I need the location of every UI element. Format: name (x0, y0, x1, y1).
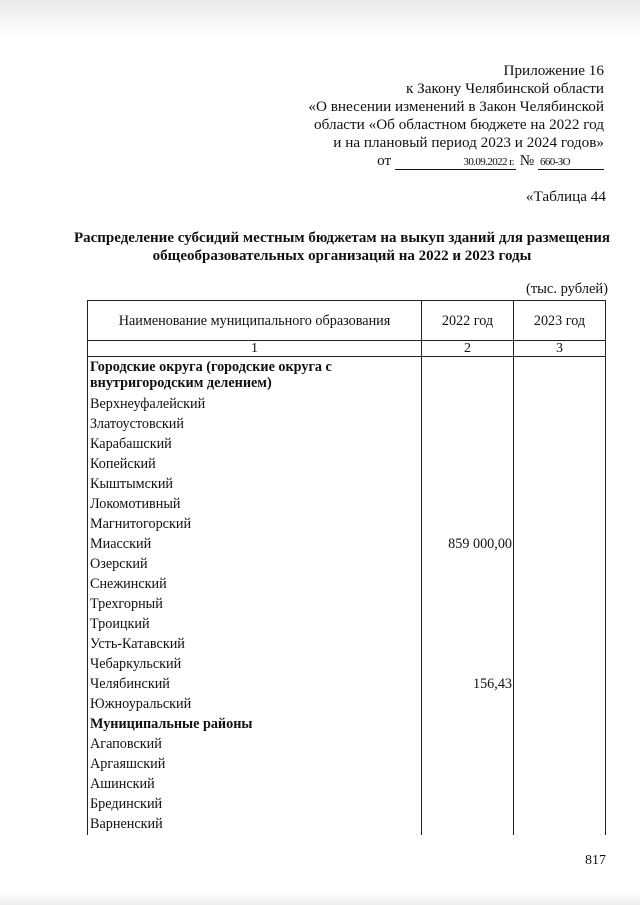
value-2022 (422, 755, 514, 775)
table-row (88, 755, 606, 775)
value-2022 (422, 495, 514, 515)
table-group-row (88, 357, 606, 396)
table-row (88, 675, 606, 695)
value-2022 (422, 615, 514, 635)
value-2023 (514, 515, 606, 535)
table-row (88, 655, 606, 675)
value-2022 (422, 635, 514, 655)
document-title (62, 229, 622, 265)
value-2023 (514, 675, 606, 695)
value-2022 (422, 415, 514, 435)
table-row (88, 515, 606, 535)
value-2023 (514, 415, 606, 435)
value-2022: 156,43 (422, 675, 514, 695)
value-2023 (514, 555, 606, 575)
title-line-1: Распределение субсидий местным бюджетам на выкуп зданий для размещения (73, 230, 611, 246)
column-number-3: 3 (514, 341, 606, 357)
table-row (88, 815, 606, 835)
column-header-name: Наименование муниципального образования (88, 301, 422, 341)
column-header-2023: 2023 год (514, 301, 606, 341)
column-header-2022: 2022 год (422, 301, 514, 341)
municipality-name: Агаповский (88, 735, 422, 755)
table-row (88, 395, 606, 415)
value-2022 (422, 795, 514, 815)
scan-shadow-top (0, 0, 640, 38)
value-2022: 859 000,00 (422, 535, 514, 555)
table-row (88, 415, 606, 435)
table-row (88, 535, 606, 555)
table-row (88, 435, 606, 455)
table-row (88, 595, 606, 615)
municipality-name: Варненский (88, 815, 422, 835)
municipality-name: Аргаяшский (88, 755, 422, 775)
value-2022 (422, 515, 514, 535)
municipality-name: Усть-Катавский (88, 635, 422, 655)
value-2022 (422, 435, 514, 455)
municipality-name: Кыштымский (88, 475, 422, 495)
municipality-name: Чебаркульский (88, 655, 422, 675)
table-row (88, 695, 606, 715)
value-2023 (514, 715, 606, 735)
value-2022 (422, 695, 514, 715)
municipality-name: Златоустовский (88, 415, 422, 435)
value-2022 (422, 455, 514, 475)
municipality-name: Городские округа (городские округа с внутригородским делением) (88, 357, 422, 396)
appendix-line-3: «О внесении изменений в Закон Челябинской (308, 98, 604, 115)
value-2022 (422, 595, 514, 615)
column-numbers-row (88, 341, 606, 357)
municipality-name: Южноуральский (88, 695, 422, 715)
value-2022 (422, 775, 514, 795)
table-row (88, 555, 606, 575)
municipality-name: Ашинский (88, 775, 422, 795)
municipality-name: Локомотивный (88, 495, 422, 515)
from-label: от (377, 152, 392, 169)
value-2023 (514, 795, 606, 815)
table-group-row (88, 715, 606, 735)
table-row (88, 575, 606, 595)
value-2022 (422, 575, 514, 595)
column-number-1: 1 (88, 341, 422, 357)
appendix-line-5: и на плановый период 2023 и 2024 годов» (333, 134, 604, 151)
table-row (88, 495, 606, 515)
value-2022 (422, 815, 514, 835)
municipality-name: Челябинский (88, 675, 422, 695)
municipality-name: Копейский (88, 455, 422, 475)
appendix-line-1: Приложение 16 (503, 62, 604, 79)
value-2023 (514, 495, 606, 515)
value-2023 (514, 655, 606, 675)
value-2023 (514, 775, 606, 795)
value-2023 (514, 455, 606, 475)
units-label: (тыс. рублей) (526, 281, 608, 297)
municipality-name: Миасский (88, 535, 422, 555)
value-2022 (422, 735, 514, 755)
title-line-2: общеобразовательных организаций на 2022 и 2023 годы (152, 248, 532, 264)
law-number: 660-ЗО (538, 155, 604, 170)
value-2022 (422, 655, 514, 675)
scan-shadow-bottom (0, 891, 640, 905)
value-2023 (514, 735, 606, 755)
municipality-name: Брединский (88, 795, 422, 815)
subsidy-table (87, 300, 606, 835)
value-2023 (514, 615, 606, 635)
table-row (88, 795, 606, 815)
municipality-name: Верхнеуфалейский (88, 395, 422, 415)
value-2022 (422, 555, 514, 575)
value-2022 (422, 475, 514, 495)
appendix-line-4: области «Об областном бюджете на 2022 год (314, 116, 604, 133)
municipality-name: Муниципальные районы (88, 715, 422, 735)
table-row (88, 735, 606, 755)
number-label: № (519, 152, 535, 169)
value-2023 (514, 435, 606, 455)
municipality-name: Трехгорный (88, 595, 422, 615)
table-body (88, 357, 606, 836)
appendix-line-2: к Закону Челябинской области (405, 80, 604, 97)
value-2023 (514, 395, 606, 415)
value-2022 (422, 395, 514, 415)
table-row (88, 775, 606, 795)
value-2022 (422, 715, 514, 735)
table-row (88, 635, 606, 655)
table-row (88, 475, 606, 495)
page-number: 817 (585, 853, 606, 868)
value-2023 (514, 635, 606, 655)
value-2022 (422, 357, 514, 396)
value-2023 (514, 755, 606, 775)
law-date: 30.09.2022 г. (395, 155, 516, 170)
table-row (88, 455, 606, 475)
value-2023 (514, 475, 606, 495)
municipality-name: Карабашский (88, 435, 422, 455)
municipality-name: Троицкий (88, 615, 422, 635)
municipality-name: Снежинский (88, 575, 422, 595)
table-label: «Таблица 44 (525, 188, 606, 205)
column-number-2: 2 (422, 341, 514, 357)
value-2023 (514, 595, 606, 615)
municipality-name: Магнитогорский (88, 515, 422, 535)
appendix-header (308, 62, 604, 170)
value-2023 (514, 815, 606, 835)
value-2023 (514, 575, 606, 595)
value-2023 (514, 535, 606, 555)
table-row (88, 615, 606, 635)
municipality-name: Озерский (88, 555, 422, 575)
table-header-row (88, 301, 606, 341)
law-date-number (308, 152, 604, 170)
value-2023 (514, 357, 606, 396)
value-2023 (514, 695, 606, 715)
